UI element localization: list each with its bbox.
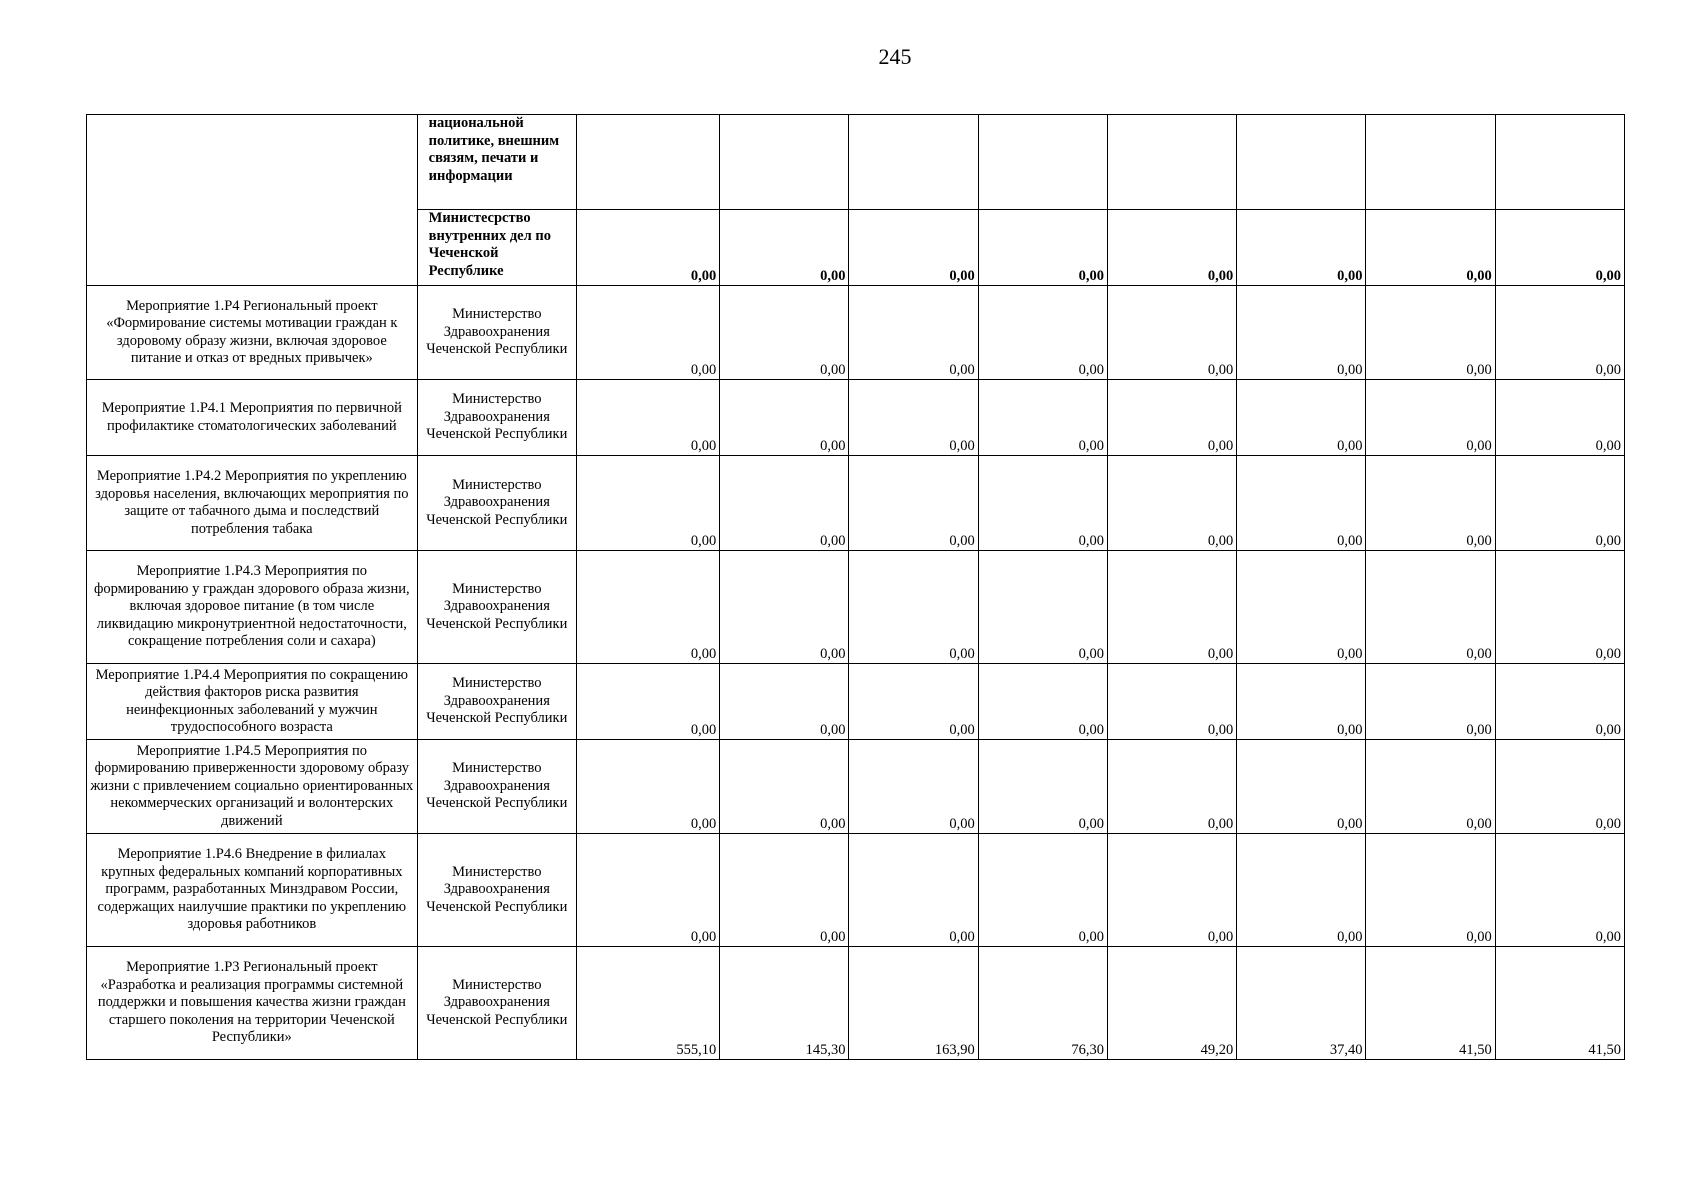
- table-cell-value: 0,00: [576, 210, 719, 286]
- table-cell-value: 0,00: [1366, 664, 1495, 740]
- table-row: [87, 456, 1625, 551]
- table-cell-executor: Министерство Здравоохранения Чеченской Республики: [417, 286, 576, 380]
- table-cell-value: 0,00: [1237, 740, 1366, 834]
- table-cell-value: 0,00: [720, 456, 849, 551]
- table-cell-executor: Министерство Здравоохранения Чеченской Республики: [417, 380, 576, 456]
- table-cell-executor: Министесрство внутренних дел по Чеченской Республике: [417, 210, 576, 286]
- table-cell-value: 0,00: [978, 456, 1107, 551]
- table-cell-value: 0,00: [849, 664, 978, 740]
- table-cell-value: 0,00: [1366, 210, 1495, 286]
- table-cell-value: 0,00: [1237, 210, 1366, 286]
- table-cell-value: 0,00: [849, 286, 978, 380]
- table-cell-value: 0,00: [576, 740, 719, 834]
- table-cell-value: 163,90: [849, 947, 978, 1060]
- budget-table: [86, 114, 1625, 1060]
- table-cell-value: 0,00: [849, 834, 978, 947]
- table-cell-event: Мероприятие 1.Р3 Региональный проект «Разработка и реализация программы системной поддержки и повышения качества жизни граждан старшего поколения на территории Чеченской Республики»: [87, 947, 418, 1060]
- table-row: [87, 740, 1625, 834]
- table-cell-event: Мероприятие 1.Р4.1 Мероприятия по первичной профилактике стоматологических заболеваний: [87, 380, 418, 456]
- table-cell-value: 0,00: [1107, 380, 1236, 456]
- table-cell-value: 0,00: [1495, 664, 1624, 740]
- table-cell-value: 0,00: [978, 210, 1107, 286]
- table-cell-value: 0,00: [720, 740, 849, 834]
- table-cell-event: Мероприятие 1.Р4.2 Мероприятия по укреплению здоровья населения, включающих мероприятия по защите от табачного дыма и последствий потребления табака: [87, 456, 418, 551]
- table-cell-executor: Министерство Здравоохранения Чеченской Республики: [417, 834, 576, 947]
- table-cell-value: 0,00: [576, 456, 719, 551]
- table-row: [87, 834, 1625, 947]
- table-cell-value: 0,00: [576, 551, 719, 664]
- table-cell-value: 0,00: [1237, 834, 1366, 947]
- table-cell-value: 0,00: [1366, 286, 1495, 380]
- table-cell-value: 0,00: [576, 834, 719, 947]
- table-cell-value: 0,00: [720, 551, 849, 664]
- table-cell-value: 0,00: [849, 210, 978, 286]
- table-cell-value: 0,00: [978, 286, 1107, 380]
- table-cell-executor: Министерство Здравоохранения Чеченской Республики: [417, 947, 576, 1060]
- table-cell-value: [1366, 115, 1495, 210]
- table-cell-value: 0,00: [1366, 740, 1495, 834]
- table-cell-value: 37,40: [1237, 947, 1366, 1060]
- table-cell-value: 0,00: [1366, 834, 1495, 947]
- table-cell-value: 0,00: [1495, 740, 1624, 834]
- table-cell-value: 0,00: [1237, 286, 1366, 380]
- table-cell-value: 0,00: [849, 456, 978, 551]
- table-cell-value: 0,00: [1495, 286, 1624, 380]
- table-cell-executor: национальной политике, внешним связям, печати и информации: [417, 115, 576, 210]
- table-cell-value: 0,00: [1495, 380, 1624, 456]
- table-cell-event: Мероприятие 1.Р4.4 Мероприятия по сокращению действия факторов риска развития неинфекционных заболеваний у мужчин трудоспособного возраста: [87, 664, 418, 740]
- table-cell-executor: Министерство Здравоохранения Чеченской Республики: [417, 740, 576, 834]
- table-cell-value: 0,00: [978, 834, 1107, 947]
- table-cell-value: 0,00: [1237, 456, 1366, 551]
- table-cell-value: [1495, 115, 1624, 210]
- table-cell-value: 76,30: [978, 947, 1107, 1060]
- table-cell-value: 0,00: [720, 834, 849, 947]
- table-cell-value: 0,00: [978, 664, 1107, 740]
- table-cell-value: 0,00: [720, 286, 849, 380]
- table-cell-value: 0,00: [1107, 456, 1236, 551]
- table-cell-value: 0,00: [1495, 551, 1624, 664]
- table-row: [87, 380, 1625, 456]
- table-cell-value: 0,00: [978, 551, 1107, 664]
- table-cell-value: 0,00: [576, 380, 719, 456]
- table-cell-value: 0,00: [849, 551, 978, 664]
- table-cell-value: 0,00: [1107, 834, 1236, 947]
- table-row: [87, 664, 1625, 740]
- table-cell-value: 0,00: [1107, 551, 1236, 664]
- table-cell-value: 49,20: [1107, 947, 1236, 1060]
- table-cell-value: 41,50: [1366, 947, 1495, 1060]
- table-cell-value: 0,00: [1107, 286, 1236, 380]
- table-body: [87, 115, 1625, 1060]
- table-cell-value: 0,00: [1366, 380, 1495, 456]
- table-row: [87, 115, 1625, 210]
- table-cell-value: [1107, 115, 1236, 210]
- table-cell-value: 0,00: [978, 740, 1107, 834]
- table-cell-event: Мероприятие 1.Р4.5 Мероприятия по формированию приверженности здоровому образу жизни с привлечением социально ориентированных некоммерческих организаций и волонтерских движений: [87, 740, 418, 834]
- table-cell-value: 0,00: [978, 380, 1107, 456]
- table-cell-event: Мероприятие 1.Р4.6 Внедрение в филиалах крупных федеральных компаний корпоративных программ, разработанных Минздравом России, содержащих наилучшие практики по укреплению здоровья работников: [87, 834, 418, 947]
- table-cell-executor: Министерство Здравоохранения Чеченской Республики: [417, 664, 576, 740]
- page-number: 245: [878, 44, 912, 69]
- table-cell-value: 0,00: [1237, 380, 1366, 456]
- table-cell-event: Мероприятие 1.Р4 Региональный проект «Формирование системы мотивации граждан к здоровому образу жизни, включая здоровое питание и отказ от вредных привычек»: [87, 286, 418, 380]
- table-cell-value: 0,00: [1107, 740, 1236, 834]
- table-cell-value: 0,00: [1237, 551, 1366, 664]
- table-cell-value: 0,00: [576, 664, 719, 740]
- table-cell-event-empty: [87, 115, 418, 286]
- table-cell-value: [720, 115, 849, 210]
- table-cell-value: 0,00: [1237, 664, 1366, 740]
- table-cell-value: [849, 115, 978, 210]
- table-cell-value: 0,00: [1366, 456, 1495, 551]
- table-cell-value: 0,00: [849, 380, 978, 456]
- table-cell-value: 0,00: [1495, 456, 1624, 551]
- table-cell-value: 0,00: [1107, 210, 1236, 286]
- table-cell-value: 555,10: [576, 947, 719, 1060]
- table-cell-event: Мероприятие 1.Р4.3 Мероприятия по формированию у граждан здорового образа жизни, включая здоровое питание (в том числе ликвидацию микронутриентной недостаточности, сокращение потребления соли и сахара): [87, 551, 418, 664]
- table-cell-value: 0,00: [576, 286, 719, 380]
- table-cell-value: 0,00: [1495, 210, 1624, 286]
- table-cell-value: 0,00: [720, 380, 849, 456]
- table-row: [87, 551, 1625, 664]
- table-cell-value: 0,00: [849, 740, 978, 834]
- table-cell-value: 0,00: [1107, 664, 1236, 740]
- table-row: [87, 286, 1625, 380]
- table-row: [87, 947, 1625, 1060]
- table-cell-value: 0,00: [1366, 551, 1495, 664]
- table-cell-executor: Министерство Здравоохранения Чеченской Республики: [417, 456, 576, 551]
- table-cell-value: [978, 115, 1107, 210]
- table-cell-value: 0,00: [1495, 834, 1624, 947]
- table-cell-value: 41,50: [1495, 947, 1624, 1060]
- table-cell-executor: Министерство Здравоохранения Чеченской Республики: [417, 551, 576, 664]
- table-cell-value: 145,30: [720, 947, 849, 1060]
- table-cell-value: 0,00: [720, 210, 849, 286]
- table-cell-value: [576, 115, 719, 210]
- table-cell-value: [1237, 115, 1366, 210]
- table-cell-value: 0,00: [720, 664, 849, 740]
